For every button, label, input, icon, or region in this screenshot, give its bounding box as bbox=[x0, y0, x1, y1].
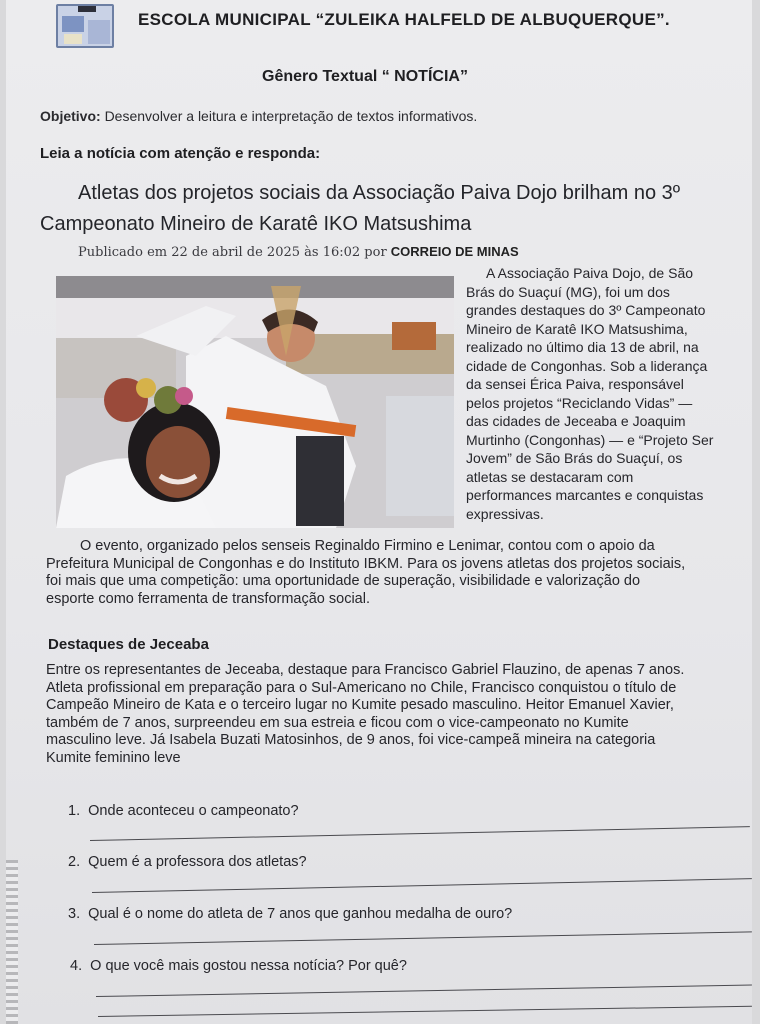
article-subheading: Destaques de Jeceaba bbox=[48, 636, 209, 653]
objective-line bbox=[40, 108, 477, 124]
paragraph-2-lines bbox=[46, 538, 746, 608]
question-4 bbox=[70, 958, 407, 974]
reading-instruction: Leia a notícia com atenção e responda: bbox=[40, 145, 321, 162]
question-text: O que você mais gostou nessa notícia? Por quê? bbox=[90, 958, 407, 974]
intro-line: grandes destaques do 3º Campeonato bbox=[466, 302, 706, 318]
answer-line-4a[interactable] bbox=[96, 985, 752, 997]
article-paragraph-3 bbox=[46, 662, 751, 767]
binding-edge bbox=[6, 860, 18, 1024]
intro-line: realizado no último dia 13 de abril, na bbox=[466, 339, 699, 355]
byline-source: CORREIO DE MINAS bbox=[390, 244, 519, 259]
intro-line: performances marcantes e conquistas bbox=[466, 487, 704, 503]
genre-title: Gênero Textual “ NOTÍCIA” bbox=[262, 68, 468, 85]
article-intro-lines bbox=[466, 264, 746, 523]
question-number: 3. bbox=[68, 906, 81, 922]
answer-line-2[interactable] bbox=[92, 878, 752, 893]
paragraph-3-line: masculino leve. Já Isabela Buzati Matosinhos, de 9 anos, foi vice-campeã mineira na categoria bbox=[46, 732, 656, 748]
intro-line: Brás do Suaçuí (MG), foi um dos bbox=[466, 283, 670, 300]
answer-line-3[interactable] bbox=[94, 931, 752, 945]
question-number: 4. bbox=[70, 958, 83, 974]
question-1 bbox=[68, 803, 299, 819]
question-text: Qual é o nome do atleta de 7 anos que ganhou medalha de ouro? bbox=[88, 906, 513, 922]
paragraph-3-lines bbox=[46, 662, 751, 767]
intro-line: atletas se destacaram com bbox=[466, 468, 634, 485]
headline-line-1: Atletas dos projetos sociais da Associação Paiva Dojo brilham no 3º bbox=[78, 182, 681, 204]
byline-date: Publicado em 22 de abril de 2025 às 16:02 por bbox=[78, 245, 387, 260]
question-2 bbox=[68, 854, 307, 870]
intro-line: pelos projetos “Reciclando Vidas” — bbox=[466, 394, 693, 411]
question-text: Quem é a professora dos atletas? bbox=[88, 854, 307, 870]
article-intro-column bbox=[466, 264, 746, 523]
intro-line: Jovem” de São Brás do Suaçuí, os bbox=[466, 450, 683, 466]
objective-label: Objetivo: bbox=[40, 108, 101, 124]
article-byline bbox=[78, 244, 519, 260]
paragraph-2-line: O evento, organizado pelos senseis Reginaldo Firmino e Lenimar, contou com o apoio da bbox=[80, 538, 655, 554]
intro-line: expressivas. bbox=[466, 505, 544, 522]
intro-line: das cidades de Jeceaba e Joaquim bbox=[466, 413, 686, 429]
paragraph-3-line: também de 7 anos, surpreendeu em sua estreia e ficou com o vice-campeonato no Kumite bbox=[46, 714, 629, 731]
objective-text: Desenvolver a leitura e interpretação de textos informativos. bbox=[104, 108, 478, 124]
question-number: 2. bbox=[68, 854, 81, 870]
worksheet-page bbox=[6, 0, 752, 1024]
article-headline bbox=[40, 178, 730, 240]
intro-line: da sensei Érica Paiva, responsável bbox=[466, 376, 684, 392]
headline-line-2: Campeonato Mineiro de Karatê IKO Matsushima bbox=[40, 213, 472, 235]
paragraph-2-line: foi mais que uma competição: uma oportunidade de superação, visibilidade e valorização do bbox=[46, 573, 641, 589]
school-name: ESCOLA MUNICIPAL “ZULEIKA HALFELD DE ALBUQUERQUE”. bbox=[138, 10, 670, 29]
question-number: 1. bbox=[68, 803, 81, 819]
paragraph-3-line: Entre os representantes de Jeceaba, destaque para Francisco Gabriel Flauzino, de apenas 7 anos. bbox=[46, 662, 685, 678]
intro-line: Mineiro de Karatê IKO Matsushima, bbox=[466, 320, 688, 337]
article-paragraph-2 bbox=[46, 538, 746, 608]
paragraph-3-line: Campeão Mineiro de Kata e o terceiro lugar no Kumite pesado masculino. Heitor Emanuel Xavier, bbox=[46, 697, 674, 713]
paragraph-3-line: Atleta profissional em preparação para o Sul-Americano no Chile, Francisco conquistou o título de bbox=[46, 679, 677, 696]
intro-line: Murtinho (Congonhas) — e “Projeto Ser bbox=[466, 431, 714, 448]
question-text: Onde aconteceu o campeonato? bbox=[88, 803, 299, 819]
answer-line-1[interactable] bbox=[90, 826, 750, 841]
paragraph-2-line: Prefeitura Municipal de Congonhas e do Instituto IBKM. Para os jovens atletas dos projetos sociais, bbox=[46, 555, 686, 572]
question-3 bbox=[68, 906, 512, 922]
article-photo bbox=[56, 276, 454, 528]
answer-line-4b[interactable] bbox=[98, 1006, 752, 1017]
intro-line: cidade de Congonhas. Sob a liderança bbox=[466, 357, 708, 374]
intro-line: A Associação Paiva Dojo, de São bbox=[486, 265, 694, 281]
school-logo bbox=[56, 4, 114, 48]
paragraph-2-line: esporte como ferramenta de transformação social. bbox=[46, 590, 370, 607]
paragraph-3-line: Kumite feminino leve bbox=[46, 749, 181, 766]
karate-athletes-photo bbox=[56, 276, 454, 528]
